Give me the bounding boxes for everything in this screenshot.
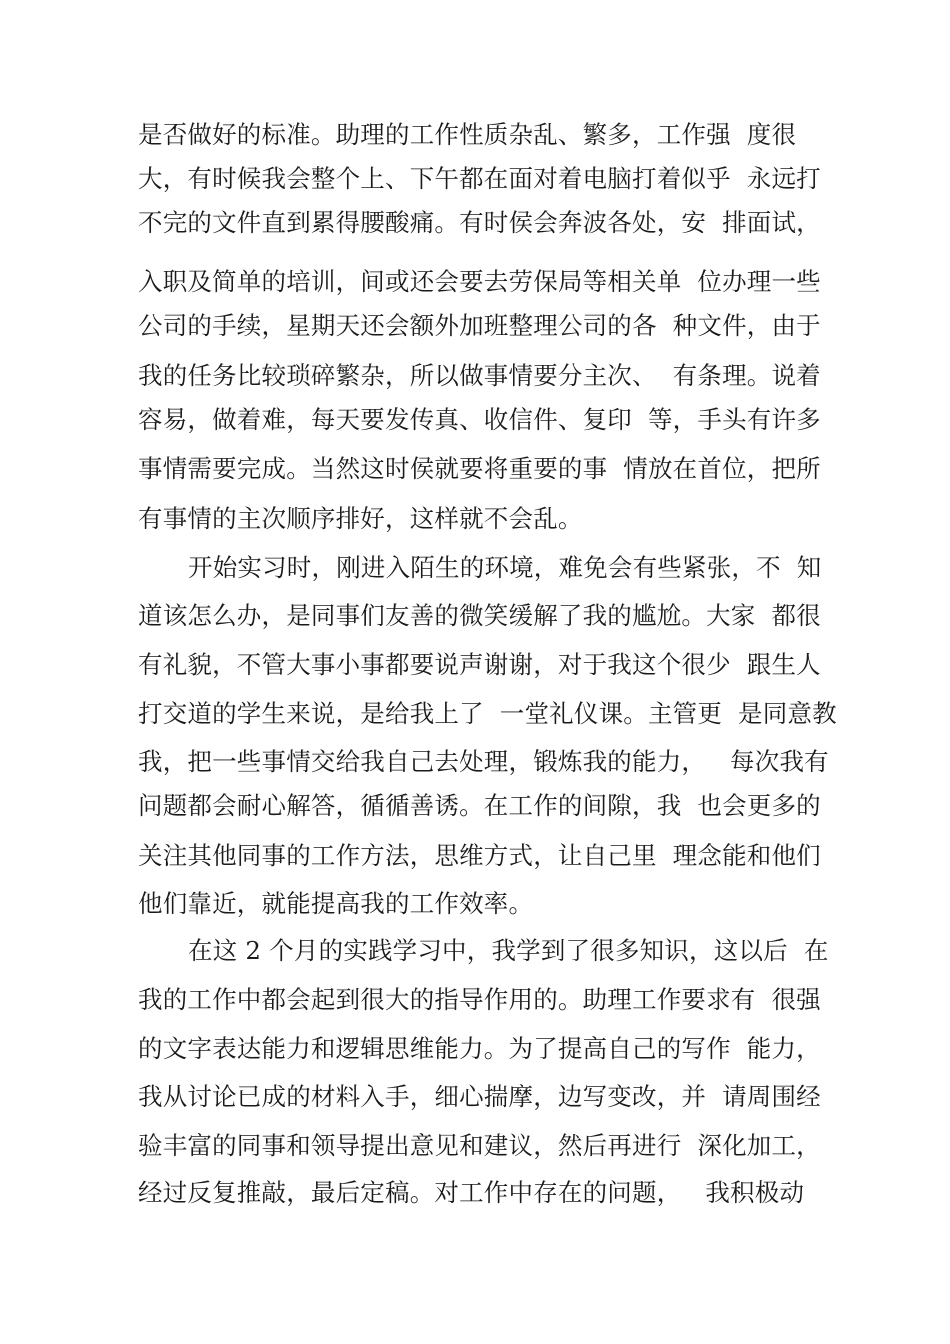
- paragraph-1-line-9: 有事情的主次顺序排好，这样就不会乱。: [138, 504, 583, 533]
- paragraph-3-line-1: 在这 2 个月的实践学习中，我学到了很多知识，这以后 在: [188, 936, 829, 965]
- paragraph-1-line-7: 容易，做着难，每天要发传真、收信件、复印 等，手头有许多: [138, 405, 821, 434]
- paragraph-3-line-2: 我的工作中都会起到很大的指导作用的。助理工作要求有 很强: [138, 985, 821, 1014]
- paragraph-1-line-5: 公司的手续，星期天还会额外加班整理公司的各 种文件，由于: [138, 311, 821, 340]
- paragraph-1-line-8: 事情需要完成。当然这时侯就要将重要的事 情放在首位，把所: [138, 454, 821, 483]
- paragraph-1-line-1: 是否做好的标准。助理的工作性质杂乱、繁多，工作强 度很: [138, 120, 797, 149]
- paragraph-2-line-6: 问题都会耐心解答，循循善诱。在工作的间隙，我 也会更多的: [138, 791, 821, 820]
- paragraph-3-line-5: 验丰富的同事和领导提出意见和建议，然后再进行 深化加工，: [138, 1131, 821, 1160]
- paragraph-2-line-2: 道该怎么办，是同事们友善的微笑缓解了我的尴尬。大家 都很: [138, 601, 821, 630]
- paragraph-2-line-4: 打交道的学生来说，是给我上了 一堂礼仪课。主管更 是同意教: [138, 699, 837, 728]
- paragraph-2-line-7: 关注其他同事的工作方法，思维方式，让自己里 理念能和他们: [138, 841, 821, 870]
- paragraph-1-line-2: 大，有时候我会整个上、下午都在面对着电脑打着似乎 永远打: [138, 164, 821, 193]
- paragraph-2-line-3: 有礼貌，不管大事小事都要说声谢谢，对于我这个很少 跟生人: [138, 650, 821, 679]
- paragraph-1-line-6: 我的任务比较琐碎繁杂，所以做事情要分主次、 有条理。说着: [138, 361, 821, 390]
- paragraph-2-line-5: 我，把一些事情交给我自己去处理，锻炼我的能力， 每次我有: [138, 747, 829, 776]
- paragraph-3-line-4: 我从讨论已成的材料入手，细心揣摩，边写变改，并 请周围经: [138, 1082, 821, 1111]
- paragraph-3-line-3: 的文字表达能力和逻辑思维能力。为了提高自己的写作 能力，: [138, 1034, 821, 1063]
- paragraph-1-line-3: 不完的文件直到累得腰酸痛。有时侯会奔波各处，安 排面试，: [138, 208, 821, 237]
- paragraph-1-line-4: 入职及简单的培训，间或还会要去劳保局等相关单 位办理一些: [138, 267, 821, 296]
- paragraph-3-line-6: 经过反复推敲，最后定稿。对工作中存在的问题， 我积极动: [138, 1178, 805, 1207]
- paragraph-2-line-1: 开始实习时，刚进入陌生的环境，难免会有些紧张，不 知: [188, 553, 822, 582]
- paragraph-2-line-8: 他们靠近，就能提高我的工作效率。: [138, 889, 534, 918]
